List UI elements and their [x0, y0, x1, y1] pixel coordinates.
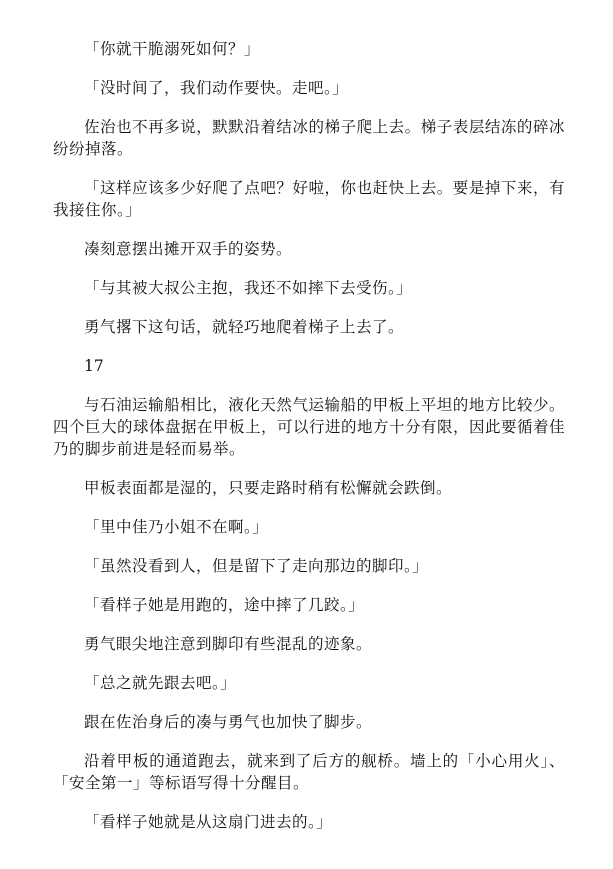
- paragraph-1: 「你就干脆溺死如何？」: [84, 40, 261, 58]
- paragraph-13: 勇气眼尖地注意到脚印有些混乱的迹象。: [84, 635, 373, 653]
- paragraph-10: 「里中佳乃小姐不在啊。」: [84, 518, 269, 536]
- paragraph-6: 「与其被大叔公主抱，我还不如摔下去受伤。」: [84, 279, 413, 297]
- paragraph-12: 「看样子她是用跑的，途中摔了几跤。」: [84, 596, 365, 614]
- paragraph-16: 沿着甲板的通道跑去，就来到了后方的舰桥。墙上的「小心用火」、「安全第一」等标语写得十分醒目。: [53, 752, 565, 792]
- chapter-number: 17: [84, 357, 104, 375]
- paragraph-3: 佐治也不再多说，默默沿着结冰的梯子爬上去。梯子表层结冻的碎冰纷纷掉落。: [53, 118, 565, 158]
- paragraph-11: 「虽然没看到人，但是留下了走向那边的脚印。」: [84, 557, 429, 575]
- paragraph-17: 「看样子她就是从这扇门进去的。」: [84, 813, 333, 831]
- paragraph-4: 「这样应该多少好爬了点吧？好啦，你也赶快上去。要是掉下来，有我接住你。」: [53, 179, 565, 219]
- paragraph-5: 凑刻意摆出摊开双手的姿势。: [84, 240, 293, 258]
- paragraph-7: 勇气撂下这句话，就轻巧地爬着梯子上去了。: [84, 318, 405, 336]
- paragraph-14: 「总之就先跟去吧。」: [84, 674, 237, 692]
- paragraph-2: 「没时间了，我们动作要快。走吧。」: [84, 79, 349, 97]
- paragraph-9: 甲板表面都是湿的，只要走路时稍有松懈就会跌倒。: [84, 479, 453, 497]
- paragraph-8: 与石油运输船相比，液化天然气运输船的甲板上平坦的地方比较少。四个巨大的球体盘据在甲板上，可以行进的地方十分有限，因此要循着佳乃的脚步前进是轻而易举。: [53, 396, 566, 458]
- paragraph-15: 跟在佐治身后的凑与勇气也加快了脚步。: [84, 713, 373, 731]
